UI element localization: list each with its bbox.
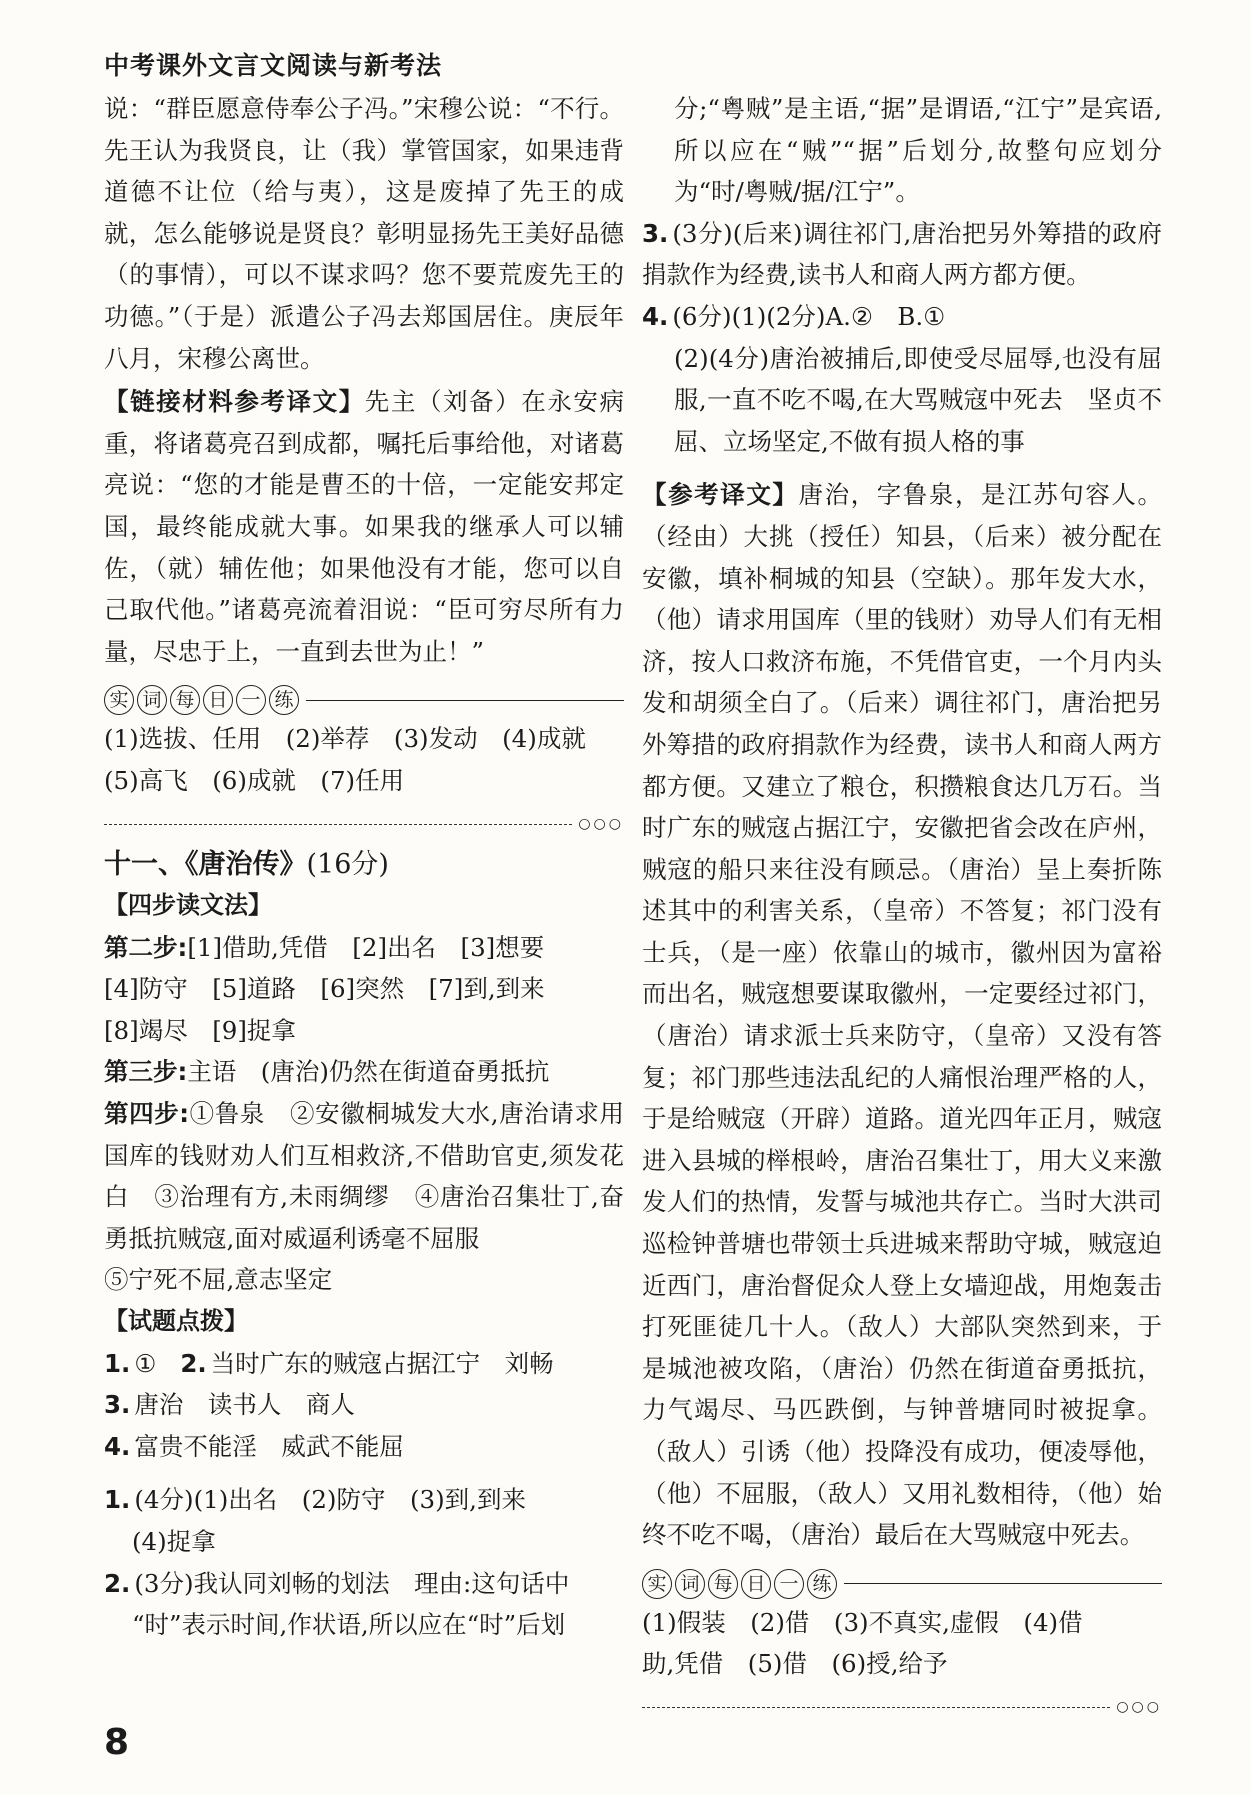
tips-answer: 富贵不能淫 威武不能屈 [134, 1431, 404, 1461]
step4-label: 第四步: [104, 1099, 190, 1129]
reference-translation [642, 474, 1162, 1555]
step2-line: [4]防守 [5]道路 [6]突然 [7]到,到来 [104, 974, 545, 1004]
answer-3 [642, 213, 1162, 296]
answer-text: (3分)(后来)调往祁门,唐治把另外筹措的政府捐款作为经费,读书人和商人两方都方便。 [642, 218, 1162, 290]
translation-paragraph: 说：“群臣愿意侍奉公子冯。”宋穆公说：“不行。先王认为我贤良，让（我）掌管国家，如果违背道德不让位（给与夷），这是废掉了先王的成就，怎么能够说是贤良？彰明显扬先王美好品德（的事情），可以不谋求吗？您不要荒废先王的功德。”（于是）派遣公子冯去郑国居住。庚辰年八月，宋穆公离世。 [104, 94, 624, 373]
answer-line [104, 1563, 624, 1605]
daily-practice-heading [104, 682, 624, 718]
tips-answer: ① [134, 1348, 157, 1378]
daily-char: 每 [170, 685, 200, 715]
daily-char: 每 [708, 1569, 738, 1599]
link-material-label: 【链接材料参考译文】 [104, 387, 365, 417]
four-step-label: 【四步读文法】 [104, 891, 272, 920]
step2-line [104, 927, 624, 969]
running-header: 中考课外文言文阅读与新考法 [104, 51, 443, 80]
daily-practice-heading [642, 1566, 1162, 1602]
heading-rule [306, 700, 624, 701]
q-number: 3. [104, 1390, 131, 1420]
daily-char: 词 [675, 1569, 705, 1599]
section-end-rule [642, 1697, 1162, 1719]
q-number: 4. [642, 301, 669, 331]
step2-line: [8]竭尽 [9]捉拿 [104, 1015, 296, 1045]
daily-answers-line: (5)高飞 (6)成就 (7)任用 [104, 765, 405, 795]
link-material-paragraph [104, 381, 624, 672]
daily-char: 一 [774, 1569, 804, 1599]
section-end-rule [104, 814, 624, 836]
tips-answer: 唐治 读书人 商人 [134, 1390, 355, 1420]
tips-line [104, 1384, 624, 1426]
left-column [104, 88, 624, 1646]
step4-line: ⑤宁死不屈,意志坚定 [104, 1265, 333, 1295]
reference-label: 【参考译文】 [642, 480, 799, 510]
answer-line: (4)捉拿 [132, 1527, 216, 1556]
daily-char: 实 [104, 685, 134, 715]
step3-text: 主语 (唐治)仍然在街道奋勇抵抗 [187, 1057, 550, 1087]
reference-text: 唐治，字鲁泉，是江苏句容人。（经由）大挑（授任）知县，（后来）被分配在安徽，填补桐城的知县（空缺）。那年发大水，（他）请求用国库（里的钱财）劝导人们有无相济，按人口救济布施，不凭借官吏，一个月内头发和胡须全白了。（后来）调往祁门，唐治把另外筹措的政府捐款作为经费，读书人和商人两方都方便。又建立了粮仓，积攒粮食达几万石。当时广东的贼寇占据江宁，安徽把省会改在庐州，贼寇的船只来往没有顾忌。（唐治）呈上奏折陈述其中的利害关系，（皇帝）不答复；祁门没有士兵，（是一座）依靠山的城市，徽州因为富裕而出名，贼寇想要谋取徽州，一定要经过祁门，（唐治）请求派士兵来防守，（皇帝）又没有答复；祁门那些违法乱纪的人痛恨治理严格的人，于是给贼寇（开辟）道路。道光四年正月，贼寇进入县城的榉根岭，唐治召集壮丁，用大义来激发人们的热情，发誓与城池共存亡。当时大洪司巡检钟普塘也带领士兵进城来帮助守城，贼寇迫近西门，唐治督促众人登上女墙迎战，用炮轰击打死匪徒几十人。（敌人）大部队突然到来，于是城池被攻陷，（唐治）仍然在街道奋勇抵抗，力气竭尽、马匹跌倒，与钟普塘同时被捉拿。（敌人）引诱（他）投降没有成功，便凌辱他，（他）不屈服，（敌人）又用礼数相待，（他）始终不吃不喝，（唐治）最后在大骂贼寇中死去。 [642, 480, 1163, 1550]
end-dots: ○○○ [1116, 1699, 1162, 1716]
daily-answers-line: (1)假装 (2)借 (3)不真实,虚假 (4)借 [642, 1607, 1083, 1637]
daily-char: 日 [203, 685, 233, 715]
step2-label: 第二步: [104, 932, 188, 962]
q-number: 4. [104, 1431, 131, 1461]
section-points: (16分) [306, 848, 389, 880]
end-dots: ○○○ [578, 815, 624, 832]
q-number: 1. [104, 1485, 131, 1515]
step4-paragraph [104, 1093, 624, 1259]
link-material-text: 先主（刘备）在永安病重，将诸葛亮召到成都，嘱托后事给他，对诸葛亮说：“您的才能是曹丕的十倍，一定能安邦定国，最终能成就大事。如果我的继承人可以辅佐，（就）辅佐他；如果他没有才能，您可以自己取代他。”诸葛亮流着泪说：“臣可穷尽所有力量，尽忠于上，一直到去世为止！” [104, 387, 625, 666]
step4-text: ①鲁泉 ②安徽桐城发大水,唐治请求用国库的钱财劝人们互相救济,不借助官吏,须发花白 ③治理有方,未雨绸缪 ④唐治召集壮丁,奋勇抵抗贼寇,面对威逼利诱毫不屈服 [104, 1099, 624, 1253]
q-number: 3. [642, 218, 669, 248]
right-column [642, 88, 1162, 1727]
daily-char: 练 [269, 685, 299, 715]
answer-line: “时”表示时间,作状语,所以应在“时”后划 [132, 1610, 566, 1640]
tips-answer: 当时广东的贼寇占据江宁 刘畅 [210, 1348, 554, 1378]
section-title [104, 844, 624, 886]
daily-answers-line: 助,凭借 (5)借 (6)授,给予 [642, 1649, 948, 1679]
answer-text: (3分)我认同刘畅的划法 理由:这句话中 [134, 1568, 570, 1598]
tips-line [104, 1426, 624, 1468]
daily-char: 实 [642, 1569, 672, 1599]
heading-rule [844, 1583, 1162, 1584]
q-number: 1. [104, 1348, 131, 1378]
daily-char: 练 [807, 1569, 837, 1599]
step2-text: [1]借助,凭借 [2]出名 [3]想要 [187, 932, 545, 962]
daily-char: 词 [137, 685, 167, 715]
answer-line [104, 1479, 624, 1521]
daily-answers-line: (1)选拔、任用 (2)举荐 (3)发动 (4)成就 [104, 724, 586, 754]
step3-line [104, 1051, 624, 1093]
tips-line [104, 1343, 624, 1385]
section-title-text: 十一、《唐治传》 [104, 848, 307, 880]
step3-label: 第三步: [104, 1057, 188, 1087]
answer-text: (4分)(1)出名 (2)防守 (3)到,到来 [134, 1485, 526, 1515]
answer-4-line [642, 296, 1162, 338]
daily-char: 日 [741, 1569, 771, 1599]
page-number: 8 [104, 1722, 130, 1763]
daily-char: 一 [236, 685, 266, 715]
dashed-line [642, 1707, 1110, 1708]
q-number: 2. [104, 1568, 131, 1598]
tips-label: 【试题点拨】 [104, 1307, 248, 1336]
answer-continuation: 分;“粤贼”是主语,“据”是谓语,“江宁”是宾语,所以应在“贼”“据”后划分,故整句应划分为“时/粤贼/据/江宁”。 [674, 94, 1162, 207]
q-number: 2. [180, 1348, 207, 1378]
answer-4-detail: (2)(4分)唐治被捕后,即使受尽屈辱,也没有屈服,一直不吃不喝,在大骂贼寇中死去 坚贞不屈、立场坚定,不做有损人格的事 [674, 343, 1162, 456]
dashed-line [104, 824, 572, 825]
answer-text: (6分)(1)(2分)A.② B.① [672, 301, 946, 331]
